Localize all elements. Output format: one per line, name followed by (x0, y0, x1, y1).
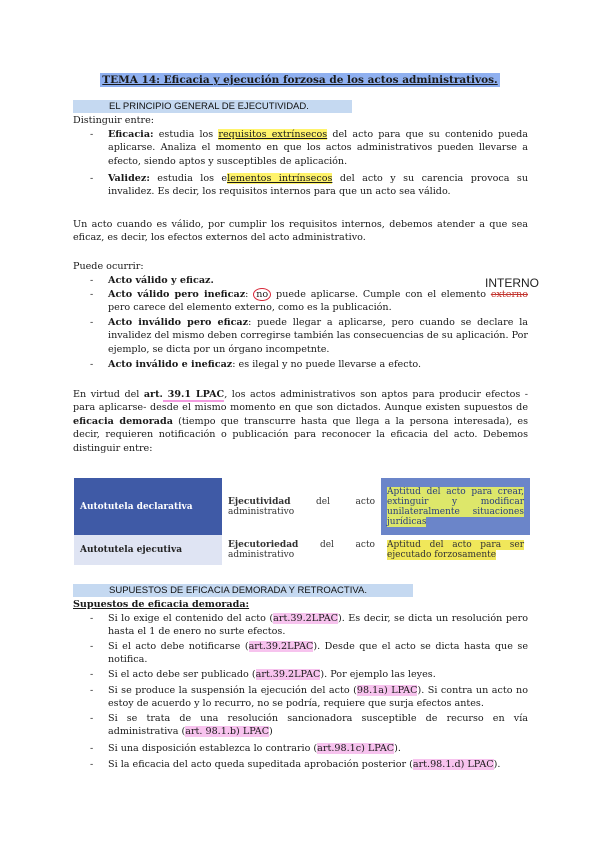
bullet-eficacia: - Eficacia: estudia los requisitos extrínsecos del acto para que su contenido pueda aplicarse. Analiza el momento en que los actos administrativos pueden llevarse a efecto, siendo aptos y susceptibles de aplicación. (90, 129, 529, 167)
bullet-valido-eficaz: - Acto válido y eficaz. (90, 275, 214, 286)
bullet-invalido-eficaz: - Acto inválido pero eficaz: puede llegar a aplicarse, pero cuando se declare la invalidez del mismo deben corregirse también las consecuencias de su aplicación. Por ejemplo, se dicta por un órgano incompetnte. (90, 317, 529, 355)
list-item: - Si la eficacia del acto queda supeditada aprobación posterior (art.98.1.d) LPAC). (90, 759, 501, 770)
struck-word: externo (490, 289, 528, 300)
bullet-valido-ineficaz: - Acto válido pero ineficaz: no puede aplicarse. Cumple con el elemento externo pero carece del elemento externo, como es la publicación. (90, 289, 528, 314)
list-item: - Si se produce la suspensión la ejecución del acto (98.1a) LPAC). Si contra un acto no estoy de acuerdo y lo recurro, no se podría, requiere que surja efectos antes. (90, 685, 528, 710)
section-heading-ejecutividad: EL PRINCIPIO GENERAL DE EJECUTIVIDAD. (73, 100, 352, 113)
list-item: - Si el acto debe ser publicado (art.39.2LPAC). Por ejemplo las leyes. (90, 669, 436, 680)
highlight-requisitos-extrinsecos: requisitos extrínsecos (218, 129, 328, 140)
title-text: TEMA 14: Eficacia y ejecución forzosa de los actos administrativos. (102, 74, 498, 86)
list-item: - Si el acto debe notificarse (art.39.2LPAC). Desde que el acto se dicta hasta que se notifica. (90, 641, 528, 666)
table-cell-term: Ejecutoriedad del acto administrativo (222, 535, 381, 565)
bullet-invalido-ineficaz: - Acto inválido e ineficaz: es ilegal y no puede llevarse a efecto. (90, 359, 422, 370)
circled-word: no (253, 288, 271, 301)
table-cell-label: Autotutela declarativa (74, 478, 222, 535)
list-item: - Si se trata de una resolución sancionadora susceptible de recurso en vía administrativa (art. 98.1.b) LPAC) (90, 713, 528, 738)
table-cell-desc: Aptitud del acto para ser ejecutado forzosamente (381, 535, 530, 565)
handwritten-annotation: INTERNO (485, 276, 539, 290)
list-item: - Si lo exige el contenido del acto (art.39.2LPAC). Es decir, se dicta un resolución pero hasta el 1 de enero no surte efectos. (90, 613, 529, 638)
table-row (74, 535, 530, 565)
list-item: - Si una disposición establezca lo contrario (art.98.1c) LPAC). (90, 743, 401, 754)
table-row (74, 478, 530, 535)
paragraph-art-39: En virtud del art. 39.1 LPAC, los actos administrativos son aptos para producir efectos -para aplicarse- desde el mismo momento en que son dictados. Aunque existen supuestos de eficacia demorada (tiempo que transcurre hasta que llega a la persona interesada), es decir, requieren notificación o publicación para reconocer la eficacia del acto. Debemos distinguir entre: (73, 389, 529, 454)
intro-text: Distinguir entre: (73, 115, 155, 126)
table-cell-desc: Aptitud del acto para crear, extinguir y modificar unilateralmente situaciones jurídicas (381, 478, 530, 535)
table-cell-label: Autotutela ejecutiva (74, 535, 222, 565)
page-title (0, 68, 600, 87)
table-cell-term: Ejecutividad del acto administrativo (222, 478, 381, 535)
subheading-eficacia-demorada: Supuestos de eficacia demorada: (73, 599, 250, 610)
section-heading-supuestos: SUPUESTOS DE EFICACIA DEMORADA Y RETROACTIVA. (73, 584, 413, 597)
puede-ocurrir: Puede ocurrir: (73, 261, 144, 272)
bullet-validez: - Validez: estudia los elementos intrínsecos del acto y su carencia provoca su invalidez. Es decir, los requisitos internos para que un acto sea válido. (90, 173, 528, 198)
highlight-elementos-intrinsecos: lementos intrínsecos (227, 173, 333, 184)
autotutela-table (74, 478, 530, 565)
paragraph-valido-eficaz: Un acto cuando es válido, por cumplir los requisitos internos, debemos atender a que sea eficaz, es decir, los efectos externos del acto administrativo. (73, 219, 528, 244)
